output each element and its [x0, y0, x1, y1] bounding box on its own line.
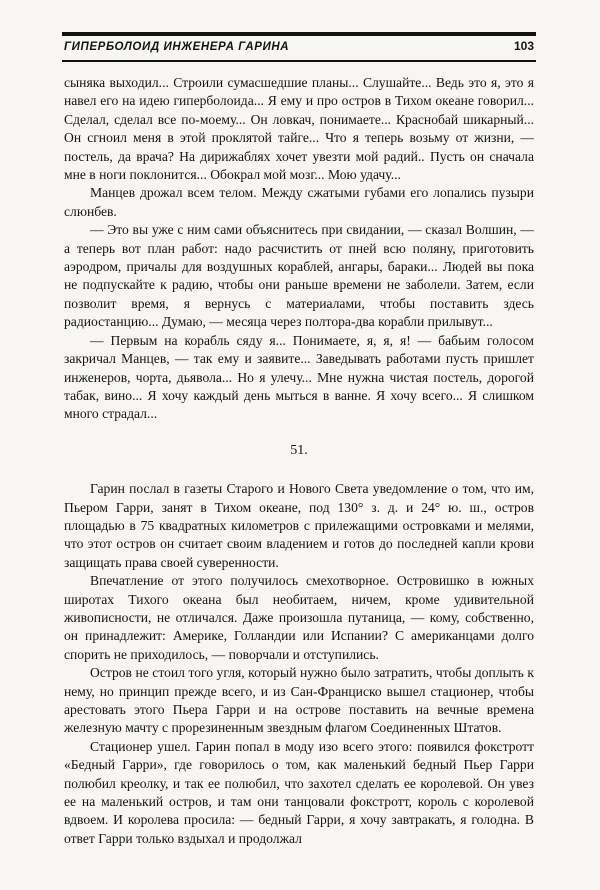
header-rule-thick — [62, 32, 536, 36]
paragraph: Стационер ушел. Гарин попал в моду изо всего этого: появился фокстротт «Бедный Гарри», где говорилось о том, как маленький бедный Пьер Гарри полюбил креолку, и так ее полюбил, что захотел сделать ее королевой. Он увез ее на маленький остров, и там они танцовали фокстротт, король с королевой вдвоем. И королева просила: — бедный Гарри, я хочу завтракать, я голодна. В ответ Гарри только вздыхал и продолжал — [64, 738, 534, 846]
body-text — [64, 74, 534, 848]
running-head: ГИПЕРБОЛОИД ИНЖЕНЕРА ГАРИНА — [64, 41, 290, 53]
page-number: 103 — [513, 39, 534, 53]
chapter-number: 51. — [290, 442, 308, 458]
page-header — [64, 39, 534, 57]
paragraph: Гарин послал в газеты Старого и Нового Света уведомление о том, что им, Пьером Гарри, занят в Тихом океане, под 130° з. д. и 24° ю. ш., остров площадью в 75 квадратных километров с прилежащими островками и мелями, что этот остров он считает своим владением и готов до последней капли крови защищать права своей суверенности. — [64, 481, 534, 570]
paragraph: — Это вы уже с ним сами объяснитесь при свидании, — сказал Волшин, — а теперь вот план работ: надо расчистить от пней всю поляну, приготовить аэродром, причалы для воздушных кораблей, ангары, бараки... Людей вы пока не подпускайте к радию, чтобы они раньше времени не заболели. Затем, если позволит время, я вернусь с материалами, чтобы поставить здесь радиостанцию... Думаю, — месяца через полтора-два корабли прилывут... — [64, 222, 534, 330]
header-rule-thin — [62, 60, 536, 62]
paragraph: — Первым на корабль сяду я... Понимаете, я, я, я! — бабьим голосом закричал Манцев, — так ему и заявите... Заведывать работами пусть пришлет инженеров, чорта, дьявола... Но я улечу... Мне нужна чистая постель, дорогой табак, вино... Я хочу каждый день мыться в ванне. Я хочу всего... Я слишком много страдал... — [64, 332, 534, 422]
paragraph: Остров не стоил того угля, который нужно было затратить, чтобы доплыть к нему, но принцип прежде всего, и из Сан-Франциско вышел стационер, чтобы арестовать этого Пьера Гарри и на острове поставить на вечные времена железную мачту с прорезиненным звездным флагом Соединенных Штатов. — [64, 665, 534, 736]
paragraph: сыняка выходил... Строили сумасшедшие планы... Слушайте... Ведь это я, это я навел его на идею гиперболоида... Я ему и про остров в Тихом океане говорил... Сделал, сделал все по-моему... Он ловкач, понимаете... Краснобай шикарный... Он сгноил меня в этой проклятой тайге... Что я теперь возьму от жизни, — постель, да врача? На дирижаблях хочет увезти мой радий.. Пусть он сначала мне в ноги поклонится... Обокрал мой мозг... Мою удачу... — [64, 75, 534, 183]
paragraph: Впечатление от этого получилось смехотворное. Островишко в южных широтах Тихого океана был необитаем, ничем, кроме удивительной живописности, не отличался. Даже произошла путаница, — кому, собственно, он принадлежит: Америке, Голландии или Испании? С американцами долго спорить не приходилось, — поворчали и отступились. — [64, 573, 534, 662]
paragraph: Манцев дрожал всем телом. Между сжатыми губами его лопались пузыри слюнбев. — [64, 185, 534, 219]
